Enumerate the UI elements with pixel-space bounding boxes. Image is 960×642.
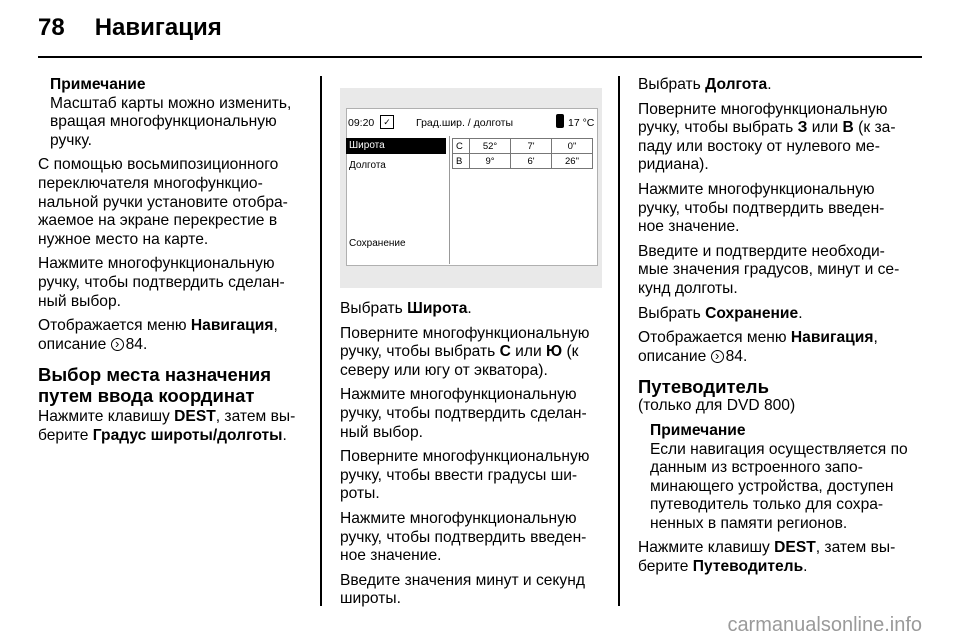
option-name: В: [842, 119, 854, 137]
paragraph: [38, 317, 310, 354]
note-title: Примечание: [650, 421, 746, 439]
option-name: З: [797, 119, 808, 137]
text: , затем вы-берите: [38, 408, 296, 444]
watermark: carmanualsonline.info: [727, 614, 922, 636]
text: или: [807, 119, 843, 137]
option-name: Ю: [546, 343, 563, 361]
section-heading: Путеводитель: [638, 376, 769, 398]
note-box: [38, 76, 310, 150]
menu-item-name: Путеводитель: [692, 558, 804, 576]
page-title: Навигация: [94, 14, 222, 41]
key-name: DEST: [174, 408, 216, 426]
page-reference: 84.: [725, 347, 748, 365]
text: .: [282, 426, 287, 444]
display-time: 09:20: [348, 117, 375, 129]
note-box: [638, 422, 910, 534]
text: Выбрать: [340, 300, 408, 317]
paragraph: [38, 408, 310, 445]
display-temperature: 17 °C: [568, 117, 595, 129]
note-text: Масштаб карты можно изменить, вращая многофункциональную ручку.: [50, 94, 292, 149]
display-status-bar: [346, 112, 596, 134]
text: , описание: [638, 329, 878, 365]
text: , описание: [38, 317, 278, 353]
text: , затем вы-берите: [638, 539, 896, 576]
table-row: [453, 139, 593, 154]
paragraph: Нажмите многофункциональную ручку, чтобы подтвердить введен-ное значение.: [340, 509, 587, 565]
text: Выбрать: [638, 304, 706, 322]
note-text: Если навигация осуществляется по данным из встроенного запо-минающего устройства, доступен путеводитель только для сохра-ненных в памяти регионов.: [650, 440, 908, 532]
display-title: Град.шир. / долготы: [416, 117, 514, 129]
right-column: [638, 76, 910, 583]
paragraph: Нажмите многофункциональную ручку, чтобы подтвердить введен-ное значение.: [638, 180, 885, 236]
paragraph: Нажмите многофункциональную ручку, чтобы подтвердить сделан-ный выбор.: [340, 386, 587, 441]
display-menu-item: Долгота: [349, 160, 386, 171]
degrees-cell: 9°: [470, 154, 511, 169]
middle-column: [340, 300, 608, 615]
coordinate-table: [452, 138, 593, 169]
menu-item-name: Широта: [407, 300, 468, 317]
text: Отображается меню: [38, 317, 191, 335]
paragraph: Введите и подтвердите необходи-мые значения градусов, минут и се-кунд долготы.: [638, 242, 900, 297]
text: Поверните многофункциональную ручку, чтобы выбрать: [638, 100, 888, 137]
minutes-cell: 6': [511, 154, 552, 169]
menu-item-name: Сохранение: [705, 304, 799, 322]
display-divider: [449, 136, 450, 264]
paragraph: [340, 325, 608, 381]
row-label: С: [453, 139, 470, 154]
text: Выбрать: [638, 76, 706, 93]
menu-name: Навигация: [790, 329, 874, 347]
paragraph: [340, 300, 608, 319]
column-divider-right: [618, 76, 620, 606]
seconds-cell: 26": [552, 154, 593, 169]
column-divider-left: [320, 76, 322, 606]
paragraph: [638, 305, 910, 324]
page-number: 78: [38, 14, 65, 41]
paragraph: Нажмите многофункциональную ручку, чтобы подтвердить сделан-ный выбор.: [38, 255, 285, 310]
text: Нажмите клавишу: [638, 539, 775, 557]
minutes-cell: 7': [511, 139, 552, 154]
page-header: [38, 14, 222, 50]
section-heading: Выбор места назначения путем ввода координат: [38, 364, 272, 407]
menu-item-name: Градус широты/долготы: [92, 426, 283, 444]
text: Поверните многофункциональную ручку, чтобы выбрать: [340, 324, 590, 361]
display-menu-item: Сохранение: [349, 238, 406, 249]
text: .: [798, 304, 803, 322]
display-screenshot: [340, 88, 602, 288]
header-divider: [38, 56, 922, 58]
text: Нажмите клавишу: [38, 408, 175, 426]
paragraph: [638, 329, 910, 366]
left-column: [38, 76, 310, 452]
display-menu-item-selected: Широта: [346, 138, 446, 154]
note-title: Примечание: [50, 76, 146, 93]
paragraph: С помощью восьмипозиционного переключателя многофункцио-нальной ручки установите отобра-жаемое на экране перекрестие в нужное место на карте.: [38, 156, 288, 248]
text: .: [467, 300, 472, 317]
page-reference: 84.: [125, 335, 148, 353]
text: (к за-паду или востоку от нулевого ме-ридиана).: [638, 119, 896, 174]
text: или: [510, 343, 547, 361]
degrees-cell: 52°: [470, 139, 511, 154]
option-name: С: [499, 343, 511, 361]
arrow-right-icon: ›: [111, 338, 124, 351]
section-subtitle: (только для DVD 800): [638, 397, 796, 415]
thermometer-icon: [556, 114, 564, 128]
paragraph: [638, 76, 910, 95]
menu-name: Навигация: [190, 317, 274, 335]
paragraph: Поверните многофункциональную ручку, чтобы ввести градусы ши-роты.: [340, 448, 590, 503]
checkbox-icon: ✓: [380, 115, 394, 129]
row-label: В: [453, 154, 470, 169]
key-name: DEST: [774, 539, 816, 557]
text: (к северу или югу от экватора).: [340, 343, 579, 379]
arrow-right-icon: ›: [711, 350, 724, 363]
menu-item-name: Долгота: [705, 76, 768, 93]
seconds-cell: 0": [552, 139, 593, 154]
paragraph: Введите значения минут и секунд широты.: [340, 571, 585, 608]
paragraph: [638, 101, 910, 175]
paragraph: [638, 539, 910, 576]
table-row: [453, 154, 593, 169]
text: .: [803, 558, 808, 576]
text: .: [767, 76, 772, 93]
text: Отображается меню: [638, 329, 791, 347]
